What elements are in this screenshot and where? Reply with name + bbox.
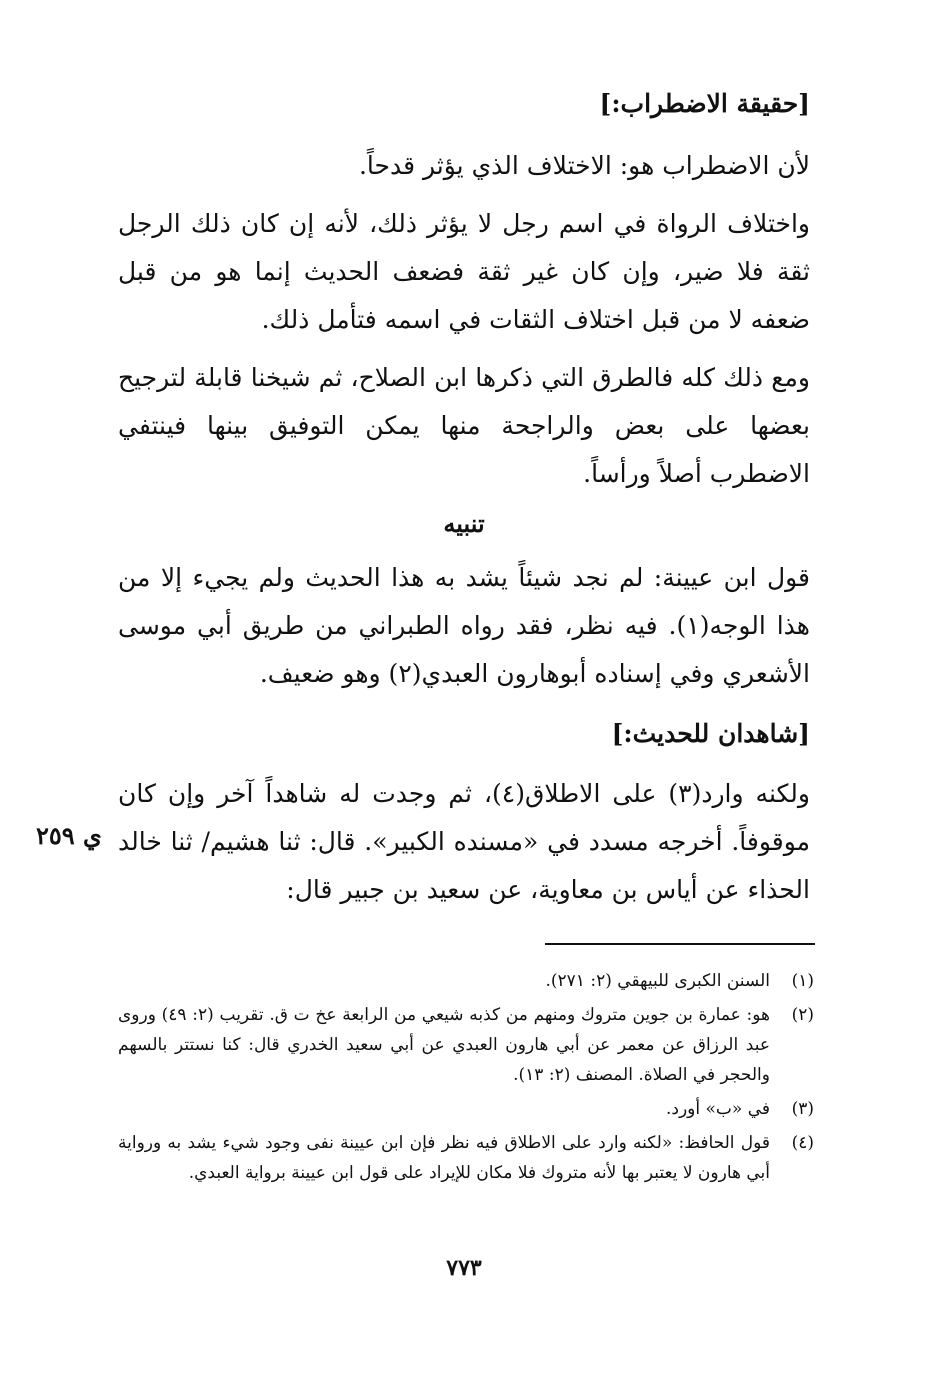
footnote-1	[118, 966, 814, 996]
footnote-number: (١)	[791, 971, 814, 991]
paragraph-reconciliation: ومع ذلك كله فالطرق التي ذكرها ابن الصلاح، ثم شيخنا قابلة لترجيح بعضها على بعض والراجحة منها يمكن التوفيق بينها فينتفي الاضطرب أصلاً ورأساً.	[118, 363, 810, 488]
paragraph-definition: لأن الاضطراب هو: الاختلاف الذي يؤثر قدحاً.	[358, 151, 810, 180]
paragraph-narrators: واختلاف الرواة في اسم رجل لا يؤثر ذلك، لأنه إن كان ذلك الرجل ثقة فلا ضير، وإن كان غير ثقة فضعف الحديث إنما هو من قبل ضعفه لا من قبل اختلاف الثقات في اسمه فتأمل ذلك.	[118, 209, 810, 334]
footnote-text: قول الحافظ: «لكنه وارد على الاطلاق فيه نظر فإن ابن عيينة نفى وجود شيء يشد به ورواية أبي هارون لا يعتبر بها لأنه متروك فلا مكان للإيراد على قول ابن عيينة برواية العبدي.	[118, 1133, 770, 1183]
footnote-text: السنن الكبرى للبيهقي (٢: ٢٧١).	[545, 971, 770, 991]
paragraph-musaddad: ولكنه وارد(٣) على الاطلاق(٤)، ثم وجدت له شاهداً آخر وإن كان موقوفاً. أخرجه مسدد في «مسنده الكبير». قال: ثنا هشيم/ ثنا خالد الحذاء عن أياس بن معاوية، عن سعيد بن جبير قال:	[118, 779, 810, 904]
footnote-divider	[545, 943, 815, 945]
footnote-text: هو: عمارة بن جوين متروك ومنهم من كذبه شيعي من الرابعة عخ ت ق. تقريب (٢: ٤٩) وروى عبد الرزاق عن معمر عن أبي هارون العبدي عن أبي سعيد الخدري قال: كنا نستتر بالسهم والحجر في الصلاة. المصنف (٢: ١٣).	[118, 1005, 770, 1085]
footnote-number: (٣)	[791, 1099, 814, 1119]
footnote-text: في «ب» أورد.	[665, 1099, 770, 1119]
page-number: ٧٧٣	[446, 1255, 482, 1281]
margin-folio-note: ي ٢٥٩	[36, 821, 102, 850]
footnote-3	[118, 1094, 814, 1124]
section-heading-idtirab: [حقيقة الاضطراب:]	[599, 89, 810, 118]
footnote-4	[118, 1128, 814, 1188]
footnote-number: (٢)	[791, 1005, 814, 1025]
footnote-2	[118, 1000, 814, 1090]
section-heading-tanbih: تنبيه	[443, 509, 485, 538]
section-heading-witnesses: [شاهدان للحديث:]	[611, 719, 810, 748]
paragraph-ibn-uyaynah: قول ابن عيينة: لم نجد شيئاً يشد به هذا الحديث ولم يجيء إلا من هذا الوجه(١). فيه نظر، فقد رواه الطبراني من طريق أبي موسى الأشعري وفي إسناده أبوهارون العبدي(٢) وهو ضعيف.	[118, 563, 810, 688]
footnotes	[118, 966, 814, 1188]
footnote-number: (٤)	[791, 1133, 814, 1153]
